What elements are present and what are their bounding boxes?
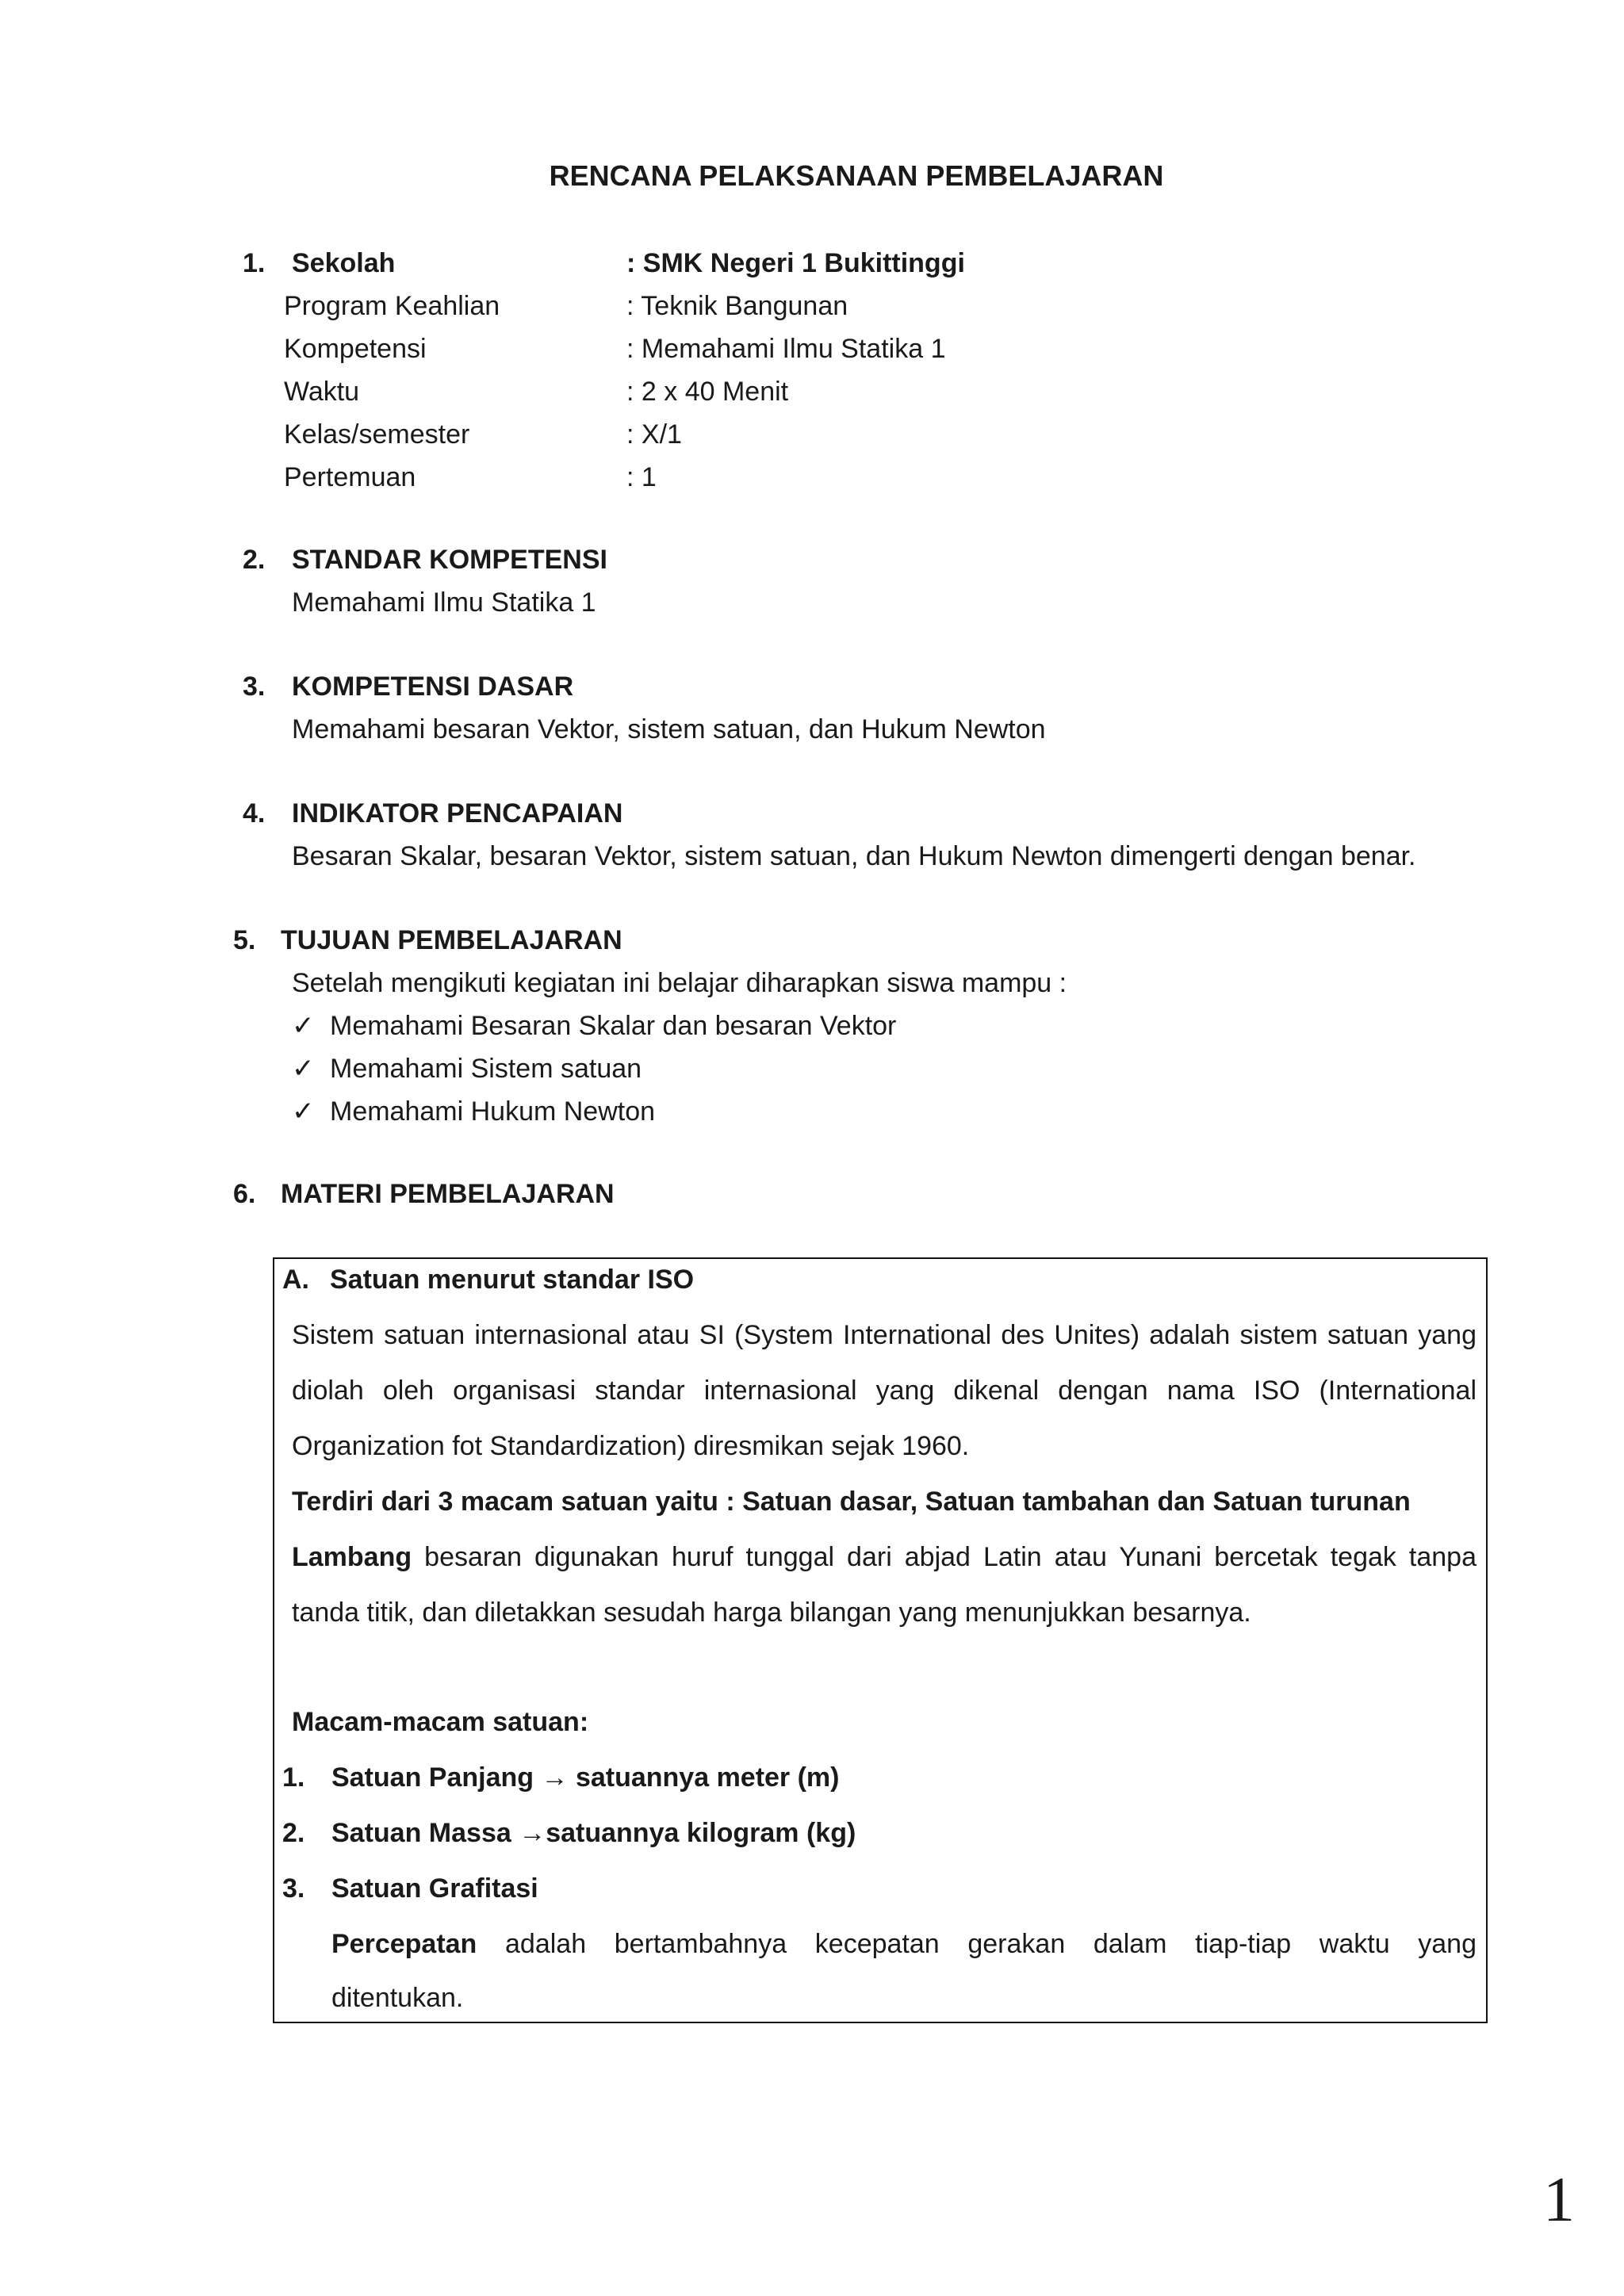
materi-para-line: Sistem satuan internasional atau SI (System International des Unites) adalah sistem satuan yang — [292, 1320, 1477, 1350]
unit-text: Satuan Grafitasi — [331, 1873, 538, 1904]
identity-label-sekolah: Sekolah — [292, 248, 396, 278]
section-5-intro: Setelah mengikuti kegiatan ini belajar diharapkan siswa mampu : — [292, 968, 1067, 998]
list-item — [292, 1008, 896, 1043]
page-number: 1 — [1543, 2165, 1575, 2235]
lambang-text: besaran digunakan huruf tunggal dari abjad Latin atau Yunani bercetak tegak tanpa — [424, 1542, 1477, 1572]
percepatan-word: Percepatan — [331, 1929, 477, 1959]
section-4-number: 4. — [243, 798, 266, 828]
percepatan-text: adalah bertambahnya kecepatan gerakan dalam tiap-tiap waktu yang — [505, 1929, 1477, 1959]
identity-label-pertemuan: Pertemuan — [284, 462, 416, 492]
section-2-text: Memahami Ilmu Statika 1 — [292, 587, 596, 618]
materi-box — [273, 1257, 1488, 2023]
objective-text: Memahami Sistem satuan — [330, 1054, 642, 1084]
section-4-heading: INDIKATOR PENCAPAIAN — [292, 798, 623, 828]
checkmark-icon: ✓ — [292, 1011, 315, 1041]
section-1-number: 1. — [243, 248, 266, 278]
materi-sub-number: A. — [282, 1265, 309, 1295]
unit-number: 1. — [282, 1762, 305, 1793]
identity-label-kompetensi: Kompetensi — [284, 334, 427, 364]
list-item — [292, 1094, 655, 1129]
unit-number: 2. — [282, 1818, 305, 1848]
section-5-heading: TUJUAN PEMBELAJARAN — [281, 925, 622, 955]
section-3-heading: KOMPETENSI DASAR — [292, 672, 574, 702]
unit-text: Satuan Panjang → satuannya meter (m) — [331, 1762, 840, 1793]
list-item — [292, 1051, 642, 1086]
lambang-line-2: tanda titik, dan diletakkan sesudah harga bilangan yang menunjukkan besarnya. — [292, 1598, 1251, 1628]
percepatan-line — [331, 1927, 1477, 1961]
lambang-line — [292, 1540, 1477, 1575]
checkmark-icon: ✓ — [292, 1096, 315, 1127]
section-5-number: 5. — [233, 925, 256, 955]
section-6-number: 6. — [233, 1179, 256, 1209]
identity-value-program: : Teknik Bangunan — [626, 291, 848, 321]
materi-sub-heading: Satuan menurut standar ISO — [330, 1265, 695, 1295]
identity-label-program: Program Keahlian — [284, 291, 500, 321]
macam-heading: Macam-macam satuan: — [292, 1707, 589, 1737]
section-2-number: 2. — [243, 545, 266, 575]
section-2-heading: STANDAR KOMPETENSI — [292, 545, 607, 575]
section-6-heading: MATERI PEMBELAJARAN — [281, 1179, 615, 1209]
lambang-word: Lambang — [292, 1542, 412, 1572]
materi-bold-line: Terdiri dari 3 macam satuan yaitu : Satuan dasar, Satuan tambahan dan Satuan turunan — [292, 1487, 1411, 1517]
document-title: RENCANA PELAKSANAAN PEMBELAJARAN — [549, 159, 1164, 192]
objective-text: Memahami Besaran Skalar dan besaran Vektor — [330, 1011, 897, 1041]
materi-para-line: diolah oleh organisasi standar internasional yang dikenal dengan nama ISO (International — [292, 1376, 1477, 1406]
checkmark-icon: ✓ — [292, 1054, 315, 1084]
section-3-number: 3. — [243, 672, 266, 702]
identity-value-sekolah: : SMK Negeri 1 Bukittinggi — [626, 248, 965, 278]
identity-label-waktu: Waktu — [284, 377, 360, 407]
materi-para-line: Organization fot Standardization) diresmikan sejak 1960. — [292, 1431, 970, 1461]
identity-label-kelas: Kelas/semester — [284, 419, 470, 450]
identity-value-kompetensi: : Memahami Ilmu Statika 1 — [626, 334, 946, 364]
percepatan-line-2: ditentukan. — [331, 1983, 464, 2013]
unit-text: Satuan Massa →satuannya kilogram (kg) — [331, 1818, 856, 1848]
section-3-text: Memahami besaran Vektor, sistem satuan, dan Hukum Newton — [292, 714, 1046, 744]
unit-number: 3. — [282, 1873, 305, 1904]
identity-value-waktu: : 2 x 40 Menit — [626, 377, 789, 407]
section-4-text: Besaran Skalar, besaran Vektor, sistem satuan, dan Hukum Newton dimengerti dengan benar. — [292, 841, 1416, 871]
identity-value-kelas: : X/1 — [626, 419, 682, 450]
objective-text: Memahami Hukum Newton — [330, 1096, 656, 1127]
identity-value-pertemuan: : 1 — [626, 462, 657, 492]
